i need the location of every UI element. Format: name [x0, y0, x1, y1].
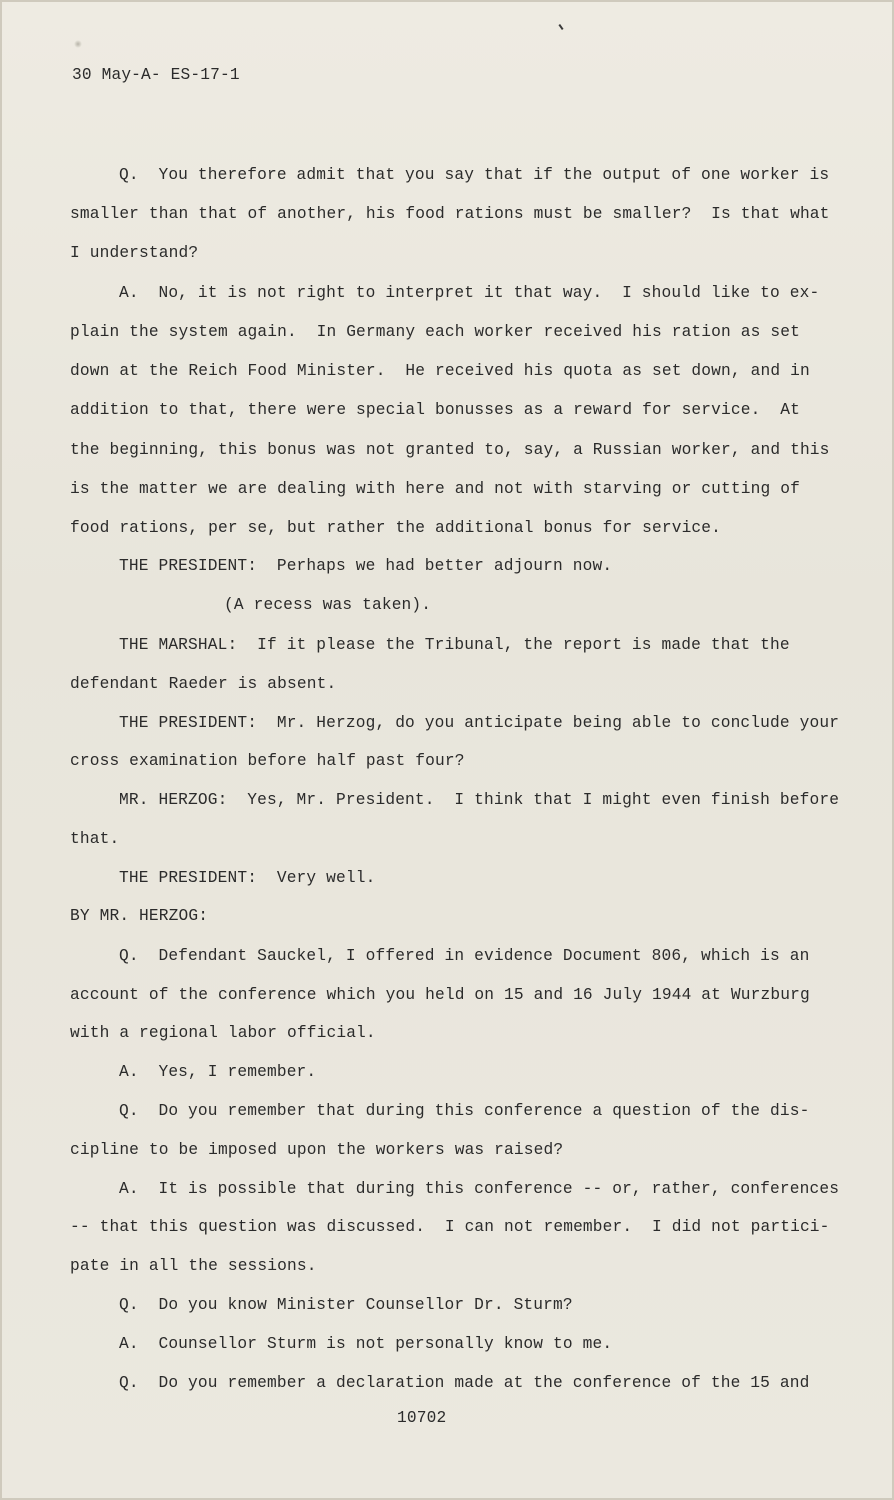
transcript-line: cross examination before half past four?	[70, 752, 465, 770]
transcript-line: pate in all the sessions.	[70, 1257, 317, 1275]
page-number: 10702	[397, 1409, 447, 1427]
transcript-line: -- that this question was discussed. I can not remember. I did not partici-	[70, 1218, 830, 1236]
transcript-line: the beginning, this bonus was not granted to, say, a Russian worker, and this	[70, 441, 830, 459]
transcript-line: Q. Do you remember that during this conference a question of the dis-	[119, 1102, 810, 1120]
transcript-line: addition to that, there were special bonusses as a reward for service. At	[70, 401, 800, 419]
transcript-line: that.	[70, 830, 120, 848]
transcript-line: food rations, per se, but rather the additional bonus for service.	[70, 519, 722, 537]
transcript-line: defendant Raeder is absent.	[70, 675, 337, 693]
document-reference: 30 May-A- ES-17-1	[72, 66, 240, 84]
transcript-line: with a regional labor official.	[70, 1024, 376, 1042]
ink-mark	[558, 24, 563, 30]
transcript-line: A. No, it is not right to interpret it that way. I should like to ex-	[119, 284, 820, 302]
transcript-line: THE PRESIDENT: Very well.	[119, 869, 376, 887]
transcript-line: cipline to be imposed upon the workers was raised?	[70, 1141, 564, 1159]
examination-heading: BY MR. HERZOG:	[70, 907, 209, 925]
transcript-line: Q. Defendant Sauckel, I offered in evidence Document 806, which is an	[119, 947, 810, 965]
transcript-line: A. Yes, I remember.	[119, 1063, 317, 1081]
transcript-line: THE PRESIDENT: Mr. Herzog, do you anticipate being able to conclude your	[119, 714, 840, 732]
transcript-line: smaller than that of another, his food rations must be smaller? Is that what	[70, 205, 830, 223]
transcript-line: THE PRESIDENT: Perhaps we had better adjourn now.	[119, 557, 613, 575]
ink-smudge	[74, 40, 82, 48]
transcript-line: account of the conference which you held on 15 and 16 July 1944 at Wurzburg	[70, 986, 810, 1004]
recess-note: (A recess was taken).	[224, 596, 432, 614]
transcript-line: plain the system again. In Germany each worker received his ration as set	[70, 323, 800, 341]
transcript-line: A. It is possible that during this conference -- or, rather, conferences	[119, 1180, 840, 1198]
transcript-line: Q. Do you remember a declaration made at the conference of the 15 and	[119, 1374, 810, 1392]
transcript-line: THE MARSHAL: If it please the Tribunal, the report is made that the	[119, 636, 790, 654]
transcript-line: Q. Do you know Minister Counsellor Dr. Sturm?	[119, 1296, 573, 1314]
transcript-line: down at the Reich Food Minister. He received his quota as set down, and in	[70, 362, 810, 380]
transcript-line: I understand?	[70, 244, 199, 262]
transcript-line: is the matter we are dealing with here and not with starving or cutting of	[70, 480, 800, 498]
transcript-line: MR. HERZOG: Yes, Mr. President. I think that I might even finish before	[119, 791, 840, 809]
transcript-line: Q. You therefore admit that you say that if the output of one worker is	[119, 166, 830, 184]
transcript-line: A. Counsellor Sturm is not personally know to me.	[119, 1335, 613, 1353]
